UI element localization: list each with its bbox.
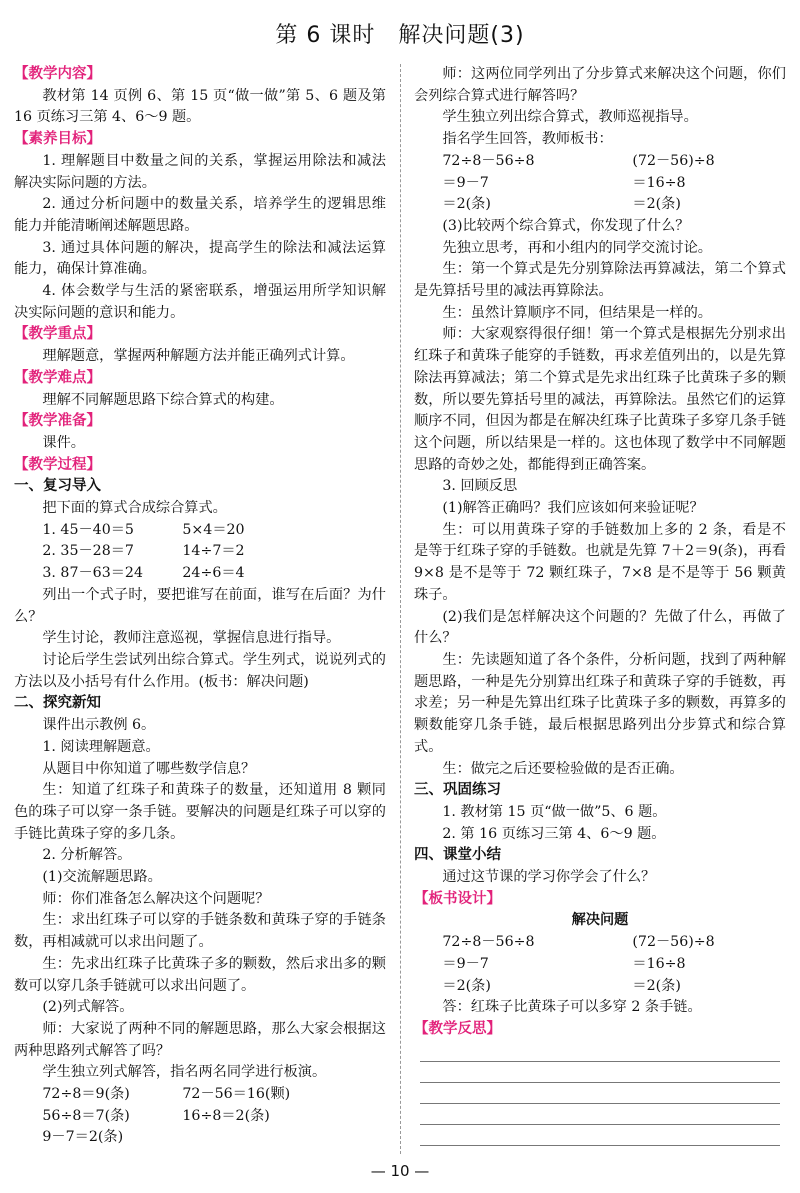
teacher-combined: 师：这两位同学列出了分步算式来解决这个问题，你们会列综合算式进行解答吗？ bbox=[414, 66, 786, 104]
board-item: ＝2(条) bbox=[632, 977, 681, 994]
compare-question: (3)比较两个综合算式，你发现了什么？ bbox=[442, 217, 690, 234]
column-divider bbox=[400, 64, 401, 1154]
key-text: 理解题意，掌握两种解题方法并能正确列式计算。 bbox=[42, 348, 355, 365]
page-title: 第 6 课时 解决问题(3) bbox=[275, 23, 525, 48]
section-practice: 三、巩固练习 bbox=[414, 782, 501, 799]
heading-content: 【教学内容】 bbox=[14, 66, 101, 82]
teacher-summary: 师：大家观察得很仔细！第一个算式是根据先分别求出红珠子和黄珠子能穿的手链数，再求差值列出的，以是先算除法再算减法；第二个算式是先求出红珠子比黄珠子多的颗数，所以要先算括号里的减法，再算除法。虽然它们的运算顺序不同，但因为都是在解决红珠子比黄珠子多穿几条手链这个问题，所以结果是一样的。这也体现了数学中不同解题思路的奇妙之处，都能得到正确答案。 bbox=[414, 326, 786, 473]
calc-row bbox=[14, 1127, 386, 1149]
verify-question: (1)解答正确吗？我们应该如何来验证呢？ bbox=[442, 500, 704, 517]
formula-item: ＝16÷8 bbox=[632, 174, 686, 191]
page-number: — 10 — bbox=[370, 1162, 430, 1180]
teacher-question: 师：你们准备怎么解决这个问题呢？ bbox=[42, 890, 270, 907]
exercise-row bbox=[14, 541, 386, 563]
after-discussion-text: 讨论后学生尝试列出综合算式。学生列式，说说列式的方法以及小括号有什么作用。(板书：解决问题) bbox=[14, 651, 386, 690]
heading-difficulty: 【教学难点】 bbox=[14, 369, 101, 386]
exercise-item: 2. 35－28＝7 bbox=[42, 543, 134, 560]
content-text: 教材第 14 页例 6、第 15 页“做一做”第 5、6 题及第 16 页练习三第 4、6～9 题。 bbox=[14, 87, 386, 126]
preparation-text: 课件。 bbox=[42, 434, 85, 451]
calc-row bbox=[14, 1106, 386, 1128]
section-explore: 二、探究新知 bbox=[14, 695, 101, 712]
heading-preparation: 【教学准备】 bbox=[14, 413, 101, 430]
verify-answer: 生：可以用黄珠子穿的手链数加上多的 2 条，看是不是等于红珠子穿的手链数。也就是先算 7＋2＝9(条)，再看 9×8 是不是等于 72 颗红珠子，7×8 是不是等于 56 颗黄珠子。 bbox=[414, 521, 786, 603]
board-title: 解决问题 bbox=[571, 912, 629, 929]
formula-item: ＝2(条) bbox=[632, 196, 681, 213]
right-column bbox=[414, 64, 786, 1146]
summary-question: 通过这节课的学习你学会了什么？ bbox=[442, 869, 656, 886]
exercise-item: 3. 87－63＝24 bbox=[42, 565, 143, 582]
board-item: ＝16÷8 bbox=[632, 955, 686, 972]
reflection-line bbox=[420, 1041, 780, 1062]
calc-item: 72－56＝16(颗) bbox=[182, 1086, 291, 1103]
calc-row bbox=[14, 1084, 386, 1106]
formula-row bbox=[414, 194, 786, 216]
student-idea-1: 生：求出红珠子可以穿的手链条数和黄珠子穿的手链条数，再相减就可以求出问题了。 bbox=[14, 912, 386, 951]
board-row bbox=[414, 976, 786, 998]
calc-item: 9－7＝2(条) bbox=[42, 1129, 124, 1146]
check-answer: 生：做完之后还要检验做的是否正确。 bbox=[442, 760, 684, 777]
heading-reflection: 【教学反思】 bbox=[414, 1020, 501, 1037]
board-item: ＝2(条) bbox=[442, 977, 491, 994]
reflection-line bbox=[420, 1125, 780, 1146]
heading-key: 【教学重点】 bbox=[14, 326, 101, 343]
board-item: 72÷8－56÷8 bbox=[442, 934, 535, 951]
section-review: 一、复习导入 bbox=[14, 478, 101, 495]
think-discuss: 先独立思考，再和小组内的同学交流讨论。 bbox=[442, 239, 712, 256]
board-item: (72－56)÷8 bbox=[632, 934, 715, 951]
formula-row bbox=[414, 173, 786, 195]
step-read: 1. 阅读理解题意。 bbox=[42, 738, 160, 755]
step-reflect: 3. 回顾反思 bbox=[442, 478, 518, 495]
exercise-item: 5×4＝20 bbox=[182, 521, 245, 538]
student-observe-1: 生：第一个算式是先分别算除法再算减法，第二个算式是先算括号里的减法再算除法。 bbox=[414, 261, 786, 300]
practice-2: 2. 第 16 页练习三第 4、6～9 题。 bbox=[442, 825, 666, 842]
exercise-item: 24÷6＝4 bbox=[182, 565, 245, 582]
review-intro: 把下面的算式合成综合算式。 bbox=[42, 500, 227, 517]
calc-item: 16÷8＝2(条) bbox=[182, 1107, 270, 1124]
teacher-prompt: 师：大家说了两种不同的解题思路，那么大家会根据这两种思路列式解答了吗？ bbox=[14, 1020, 386, 1059]
formula-item: ＝9－7 bbox=[442, 174, 489, 191]
goal-2: 2. 通过分析问题中的数量关系，培养学生的逻辑思维能力并能清晰阐述解题思路。 bbox=[14, 196, 386, 234]
left-column bbox=[14, 64, 386, 1149]
heading-board-design: 【板书设计】 bbox=[414, 890, 501, 907]
exercise-row bbox=[14, 520, 386, 542]
sub-exchange: (1)交流解题思路。 bbox=[42, 869, 162, 886]
calc-item: 72÷8＝9(条) bbox=[42, 1086, 130, 1103]
sub-solve: (2)列式解答。 bbox=[42, 999, 134, 1016]
goal-4: 4. 体会数学与生活的紧密联系，增强运用所学知识解决实际问题的意识和能力。 bbox=[14, 283, 386, 321]
reflection-line bbox=[420, 1062, 780, 1083]
goal-3: 3. 通过具体问题的解决，提高学生的除法和减法运算能力，确保计算准确。 bbox=[14, 239, 386, 278]
goal-1: 1. 理解题目中数量之间的关系，掌握运用除法和减法解决实际问题的方法。 bbox=[14, 152, 386, 191]
process-question: (2)我们是怎样解决这个问题的？先做了什么，再做了什么？ bbox=[414, 608, 786, 647]
heading-goals: 【素养目标】 bbox=[14, 131, 101, 148]
student-idea-2: 生：先求出红珠子比黄珠子多的颗数，然后求出多的颗数可以穿几条手链就可以求出问题了。 bbox=[14, 955, 386, 994]
step-analyze: 2. 分析解答。 bbox=[42, 847, 132, 864]
question-order: 列出一个式子时，要把谁写在前面，谁写在后面？为什么？ bbox=[14, 586, 386, 625]
student-observe-2: 生：虽然计算顺序不同，但结果是一样的。 bbox=[442, 304, 712, 321]
independent-work: 学生独立列式解答，指名两名同学进行板演。 bbox=[42, 1064, 327, 1081]
board-row bbox=[414, 932, 786, 954]
reflection-line bbox=[420, 1083, 780, 1104]
formula-item: (72－56)÷8 bbox=[632, 152, 715, 169]
process-answer: 生：先读题知道了各个条件，分析问题，找到了两种解题思路，一种是先分别算出红珠子和黄珠子穿的手链数，再求差；另一种是先算出红珠子比黄珠子多的颗数，再算多的颗数能穿几条手链，最后根据思路列出分步算式和综合算式。 bbox=[414, 651, 786, 755]
exercise-item: 14÷7＝2 bbox=[182, 543, 245, 560]
formula-item: ＝2(条) bbox=[442, 196, 491, 213]
board-answer: 答：红珠子比黄珠子可以多穿 2 条手链。 bbox=[442, 999, 702, 1016]
reflection-line bbox=[420, 1104, 780, 1125]
show-example: 课件出示教例 6。 bbox=[42, 717, 156, 734]
student-answer: 生：知道了红珠子和黄珠子的数量，还知道用 8 颗同色的珠子可以穿一条手链。要解决的问题是红珠子可以穿的手链比黄珠子穿的多几条。 bbox=[14, 782, 386, 842]
ask-info: 从题目中你知道了哪些数学信息？ bbox=[42, 760, 256, 777]
exercise-item: 1. 45－40＝5 bbox=[42, 521, 134, 538]
discussion-text: 学生讨论，教师注意巡视，掌握信息进行指导。 bbox=[42, 630, 341, 647]
board-row bbox=[414, 954, 786, 976]
exercise-row bbox=[14, 563, 386, 585]
calc-item: 56÷8＝7(条) bbox=[42, 1107, 130, 1124]
formula-item: 72÷8－56÷8 bbox=[442, 152, 535, 169]
heading-process: 【教学过程】 bbox=[14, 456, 101, 473]
section-summary: 四、课堂小结 bbox=[414, 847, 501, 864]
board-item: ＝9－7 bbox=[442, 955, 489, 972]
board-note: 指名学生回答，教师板书： bbox=[442, 131, 613, 148]
difficulty-text: 理解不同解题思路下综合算式的构建。 bbox=[42, 391, 284, 408]
practice-1: 1. 教材第 15 页“做一做”5、6 题。 bbox=[442, 803, 667, 820]
students-combined: 学生独立列出综合算式，教师巡视指导。 bbox=[442, 109, 698, 126]
formula-row bbox=[414, 151, 786, 173]
